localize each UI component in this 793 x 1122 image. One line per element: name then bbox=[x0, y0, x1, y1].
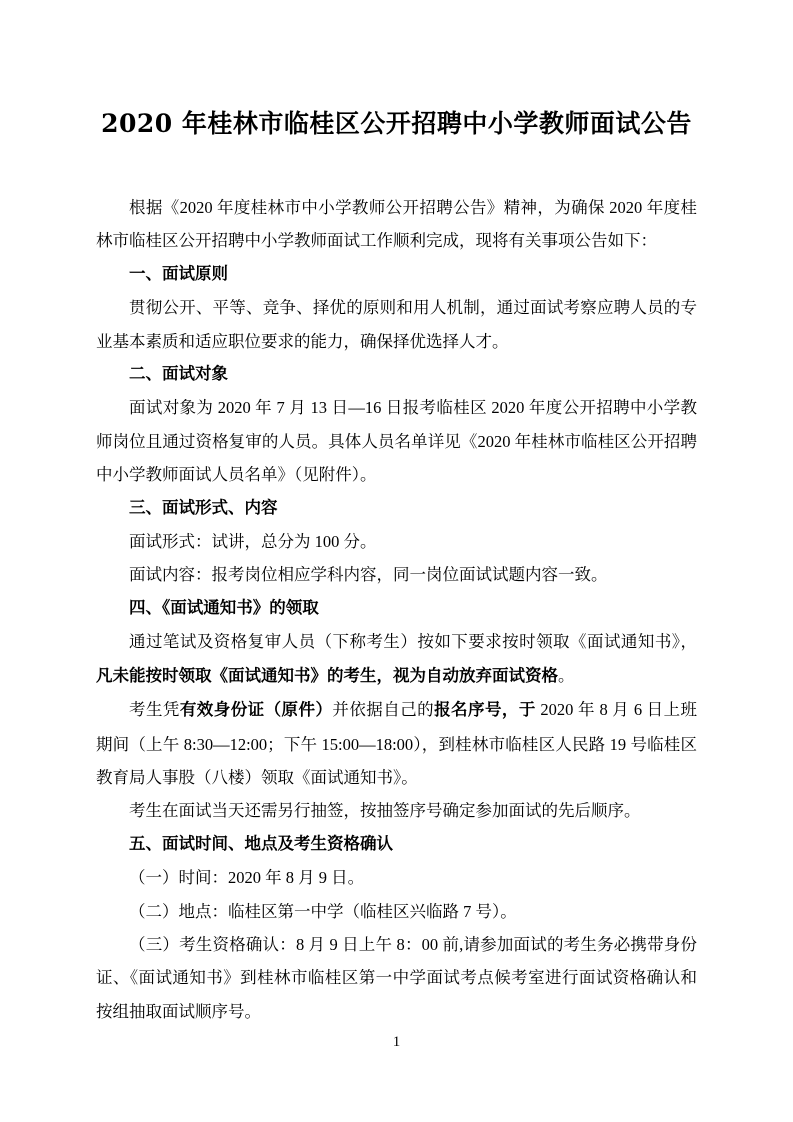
document-body bbox=[96, 191, 697, 1028]
section-heading-interview-candidates: 二、面试对象 bbox=[129, 365, 228, 384]
bold-text-run: 报名序号，于 bbox=[434, 701, 536, 720]
text-run: 并依据自己的 bbox=[332, 700, 435, 720]
paragraph-place: （二）地点：临桂区第一中学（临桂区兴临路 7 号）。 bbox=[129, 901, 517, 921]
paragraph-principles: 贯彻公开、平等、竞争、择优的原则和用人机制，通过面试考察应聘人员的专业基本素质和适应职位要求的能力，确保择优选择人才。 bbox=[96, 298, 697, 351]
paragraph-interview-content: 面试内容：报考岗位相应学科内容，同一岗位面试试题内容一致。 bbox=[129, 565, 608, 585]
bold-text-run: 凡未能按时领取《面试通知书》的考生，视为自动放弃面试资格 bbox=[96, 666, 558, 685]
paragraph-interview-format: 面试形式：试讲，总分为 100 分。 bbox=[129, 532, 377, 552]
bold-text-run: 有效身份证（原件） bbox=[179, 701, 333, 720]
text-run: 。 bbox=[558, 665, 575, 685]
section-heading-interview-format: 三、面试形式、内容 bbox=[129, 498, 278, 517]
paragraph-candidates: 面试对象为 2020 年 7 月 13 日—16 日报考临桂区 2020 年度公开招聘中小学教师岗位且通过资格复审的人员。具体人员名单详见《2020 年桂林市临桂区公开招聘中小学教师面试人员名单》（见附件）。 bbox=[96, 398, 697, 485]
paragraph-lottery: 考生在面试当天还需另行抽签，按抽签序号确定参加面试的先后顺序。 bbox=[129, 801, 641, 821]
text-run: 2020 年 8 月 6 日上班期间（上午 8:30—12:00；下午 15:00—18:00），到桂林市临桂区人民路 19 号临桂区教育局人事股（八楼）领取《面试通知书》。 bbox=[96, 700, 698, 787]
section-heading-notice-collection: 四、《面试通知书》的领取 bbox=[129, 598, 319, 617]
section-heading-interview-principles: 一、面试原则 bbox=[129, 264, 228, 283]
paragraph-time: （一）时间：2020 年 8 月 9 日。 bbox=[129, 868, 365, 888]
paragraph-id-requirement bbox=[96, 693, 697, 794]
text-run: 通过笔试及资格复审人员（下称考生）按如下要求按时领取《面试通知书》， bbox=[129, 632, 697, 652]
document-title: 2020 年桂林市临桂区公开招聘中小学教师面试公告 bbox=[101, 109, 692, 138]
paragraph-intro: 根据《2020 年度桂林市中小学教师公开招聘公告》精神，为确保 2020 年度桂林市临桂区公开招聘中小学教师面试工作顺利完成，现将有关事项公告如下： bbox=[96, 198, 697, 251]
paragraph-qualification-confirmation: （三）考生资格确认：8 月 9 日上午 8：00 前,请参加面试的考生务必携带身份证、《面试通知书》到桂林市临桂区第一中学面试考点候考室进行面试资格确认和按组抽取面试顺序号。 bbox=[96, 934, 697, 1021]
page-number: 1 bbox=[392, 1034, 401, 1050]
section-heading-time-place-confirmation: 五、面试时间、地点及考生资格确认 bbox=[129, 834, 393, 853]
paragraph-notice-requirement bbox=[96, 625, 697, 693]
text-run: 考生凭 bbox=[129, 700, 180, 720]
